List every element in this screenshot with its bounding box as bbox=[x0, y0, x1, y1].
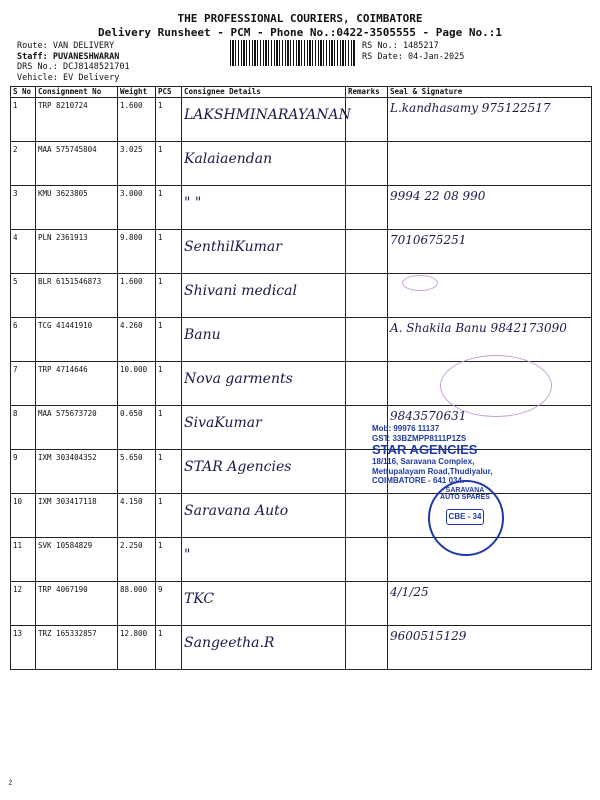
cell-consignee-text: SenthilKumar bbox=[184, 239, 282, 255]
cell-consignee-text: SivaKumar bbox=[184, 415, 262, 431]
cell-sno: 7 bbox=[11, 362, 36, 406]
cell-consignee bbox=[182, 406, 346, 450]
cell-consignee bbox=[182, 98, 351, 142]
stamp-city: COIMBATORE - 641 034. bbox=[372, 476, 465, 485]
cell-signature-text: A. Shakila Banu 9842173090 bbox=[390, 321, 567, 335]
cell-consignment-no: KMU 3623805 bbox=[36, 186, 118, 230]
cell-consignee-text: " " bbox=[184, 195, 202, 211]
cell-pcs: 1 bbox=[156, 450, 182, 494]
cell-sno: 3 bbox=[11, 186, 36, 230]
vehicle-line: Vehicle: EV Delivery bbox=[17, 72, 120, 83]
stamp-mob: Mob: 99976 11137 bbox=[372, 424, 440, 433]
cell-remarks bbox=[346, 186, 388, 230]
stamp-addr1: 18/116, Saravana Complex, bbox=[372, 457, 475, 466]
cell-consignment-no: TRP 4714646 bbox=[36, 362, 118, 406]
cell-remarks bbox=[346, 582, 388, 626]
cell-consignee-text: Nova garments bbox=[184, 371, 293, 387]
route-line: Route: VAN DELIVERY bbox=[17, 41, 115, 51]
cell-weight: 2.250 bbox=[118, 538, 156, 582]
cell-sno: 11 bbox=[11, 538, 36, 582]
company-name: THE PROFESSIONAL COURIERS, COIMBATORE bbox=[177, 12, 423, 25]
cell-sno: 9 bbox=[11, 450, 36, 494]
pink-stamp-mark bbox=[402, 275, 438, 291]
rs-date: RS Date: 04-Jan-2025 bbox=[362, 51, 465, 62]
cell-consignment-no: BLR 6151546873 bbox=[36, 274, 118, 318]
cell-consignee bbox=[182, 274, 346, 318]
staff-line: Staff: PUVANESHWARAN bbox=[17, 51, 120, 62]
cell-consignment-no: MAA 575673720 bbox=[36, 406, 118, 450]
cell-pcs: 1 bbox=[156, 274, 182, 318]
cell-sno: 2 bbox=[11, 142, 36, 186]
table-row bbox=[11, 142, 592, 186]
cell-consignee-text: Banu bbox=[184, 327, 221, 343]
cell-weight: 9.800 bbox=[118, 230, 156, 274]
cell-remarks bbox=[346, 318, 388, 362]
cell-weight: 0.650 bbox=[118, 406, 156, 450]
star-agencies-stamp bbox=[372, 424, 577, 488]
cell-weight: 10.000 bbox=[118, 362, 156, 406]
cell-sno: 8 bbox=[11, 406, 36, 450]
cell-pcs: 1 bbox=[156, 538, 182, 582]
rs-no: RS No.: 1485217 bbox=[362, 41, 439, 51]
cell-consignee-text: LAKSHMINARAYANAN bbox=[184, 107, 351, 123]
barcode-graphic bbox=[230, 40, 355, 66]
cell-consignment-no: MAA 575745804 bbox=[36, 142, 118, 186]
pink-stamp-circle bbox=[440, 355, 552, 417]
col-sno: S No bbox=[11, 87, 36, 98]
seal-ring-text: SARAVANA AUTO SPARES bbox=[440, 487, 490, 501]
cell-signature-text: 9994 22 08 990 bbox=[390, 189, 486, 203]
runsheet-title: Delivery Runsheet - PCM - Phone No.:0422-3505555 - Page No.:1 bbox=[98, 26, 502, 39]
cell-consignment-no: TRP 8210724 bbox=[36, 98, 118, 142]
cell-consignee bbox=[182, 494, 346, 538]
table-row bbox=[11, 626, 592, 670]
cell-consignee-text: Shivani medical bbox=[184, 283, 297, 299]
cell-sno: 5 bbox=[11, 274, 36, 318]
cell-pcs: 1 bbox=[156, 626, 182, 670]
cell-sno: 12 bbox=[11, 582, 36, 626]
cell-sno: 10 bbox=[11, 494, 36, 538]
cell-consignment-no: TCG 41441910 bbox=[36, 318, 118, 362]
col-consignment: Consignment No bbox=[36, 87, 118, 98]
cell-sno: 1 bbox=[11, 98, 36, 142]
cell-signature-text: L.kandhasamy 975122517 bbox=[390, 101, 551, 115]
cell-consignee bbox=[182, 186, 346, 230]
cell-remarks bbox=[346, 98, 388, 142]
cell-pcs: 1 bbox=[156, 362, 182, 406]
cell-remarks bbox=[346, 230, 388, 274]
cell-weight: 3.000 bbox=[118, 186, 156, 230]
table-row bbox=[11, 538, 592, 582]
cell-consignee bbox=[182, 318, 346, 362]
cell-weight: 4.150 bbox=[118, 494, 156, 538]
cell-signature bbox=[388, 98, 592, 142]
cell-consignment-no: TRZ 165332857 bbox=[36, 626, 118, 670]
page-mark: ż bbox=[8, 778, 13, 787]
cell-remarks bbox=[346, 362, 388, 406]
cell-signature-text: 4/1/25 bbox=[390, 585, 429, 599]
cell-consignee-text: Sangeetha.R bbox=[184, 635, 275, 651]
drs-line: DRS No.: DCJ8148521701 bbox=[17, 62, 130, 72]
col-weight: Weight bbox=[118, 87, 156, 98]
cell-consignee bbox=[182, 626, 346, 670]
cell-consignment-no: PLN 2361913 bbox=[36, 230, 118, 274]
cell-consignment-no: TRP 4067190 bbox=[36, 582, 118, 626]
cell-consignee-text: Kalaiaendan bbox=[184, 151, 273, 167]
cell-weight: 88.000 bbox=[118, 582, 156, 626]
cell-remarks bbox=[346, 538, 388, 582]
cell-consignment-no: IXM 303404352 bbox=[36, 450, 118, 494]
cell-consignee bbox=[182, 142, 346, 186]
cell-sno: 6 bbox=[11, 318, 36, 362]
seal-code: CBE - 34 bbox=[446, 509, 484, 525]
table-row bbox=[11, 494, 592, 538]
meta-left bbox=[17, 41, 130, 83]
cell-consignee-text: TKC bbox=[184, 591, 215, 607]
cell-weight: 4.260 bbox=[118, 318, 156, 362]
col-remarks: Remarks bbox=[346, 87, 388, 98]
col-seal: Seal & Signature bbox=[388, 87, 592, 98]
cell-signature-text: 7010675251 bbox=[390, 233, 467, 247]
cell-pcs: 1 bbox=[156, 230, 182, 274]
stamp-gst: GST: 33BZMPP8111P1ZS bbox=[372, 433, 467, 443]
cell-signature bbox=[388, 186, 592, 230]
cell-signature-text: 9843570631 bbox=[390, 409, 467, 423]
table-row bbox=[11, 582, 592, 626]
cell-consignee-text: Saravana Auto bbox=[184, 503, 289, 519]
col-pcs: PCS bbox=[156, 87, 182, 98]
stamp-name: STAR AGENCIES bbox=[372, 442, 478, 457]
cell-remarks bbox=[346, 626, 388, 670]
cell-sno: 4 bbox=[11, 230, 36, 274]
table-header-row bbox=[11, 87, 592, 98]
table-row bbox=[11, 186, 592, 230]
cell-weight: 1.600 bbox=[118, 274, 156, 318]
meta-right bbox=[362, 41, 464, 62]
cell-sno: 13 bbox=[11, 626, 36, 670]
stamp-addr2: Mettupalayam Road,Thudiyalur, bbox=[372, 466, 493, 476]
table-row bbox=[11, 98, 592, 142]
cell-signature bbox=[388, 582, 592, 626]
cell-consignee-text: " bbox=[184, 547, 191, 563]
cell-consignee bbox=[182, 230, 346, 274]
cell-pcs: 1 bbox=[156, 406, 182, 450]
cell-signature bbox=[388, 626, 592, 670]
cell-pcs: 1 bbox=[156, 142, 182, 186]
cell-consignee bbox=[182, 582, 346, 626]
cell-weight: 1.600 bbox=[118, 98, 156, 142]
cell-remarks bbox=[346, 274, 388, 318]
cell-pcs: 9 bbox=[156, 582, 182, 626]
cell-remarks bbox=[346, 494, 388, 538]
cell-consignee bbox=[182, 362, 346, 406]
cell-signature-text: 9600515129 bbox=[390, 629, 467, 643]
cell-remarks bbox=[346, 142, 388, 186]
cell-pcs: 1 bbox=[156, 494, 182, 538]
table-row bbox=[11, 230, 592, 274]
cell-consignment-no: SVK 10584829 bbox=[36, 538, 118, 582]
cell-pcs: 1 bbox=[156, 186, 182, 230]
cell-consignee bbox=[182, 538, 346, 582]
cell-weight: 12.800 bbox=[118, 626, 156, 670]
saravana-round-seal bbox=[428, 480, 504, 556]
cell-pcs: 1 bbox=[156, 318, 182, 362]
cell-consignment-no: IXM 303417118 bbox=[36, 494, 118, 538]
cell-signature bbox=[388, 142, 592, 186]
cell-weight: 3.025 bbox=[118, 142, 156, 186]
table-row bbox=[11, 274, 592, 318]
cell-weight: 5.650 bbox=[118, 450, 156, 494]
cell-pcs: 1 bbox=[156, 98, 182, 142]
cell-consignee-text: STAR Agencies bbox=[184, 459, 292, 475]
cell-signature bbox=[388, 230, 592, 274]
cell-consignee bbox=[182, 450, 346, 494]
col-consignee: Consignee Details bbox=[182, 87, 346, 98]
